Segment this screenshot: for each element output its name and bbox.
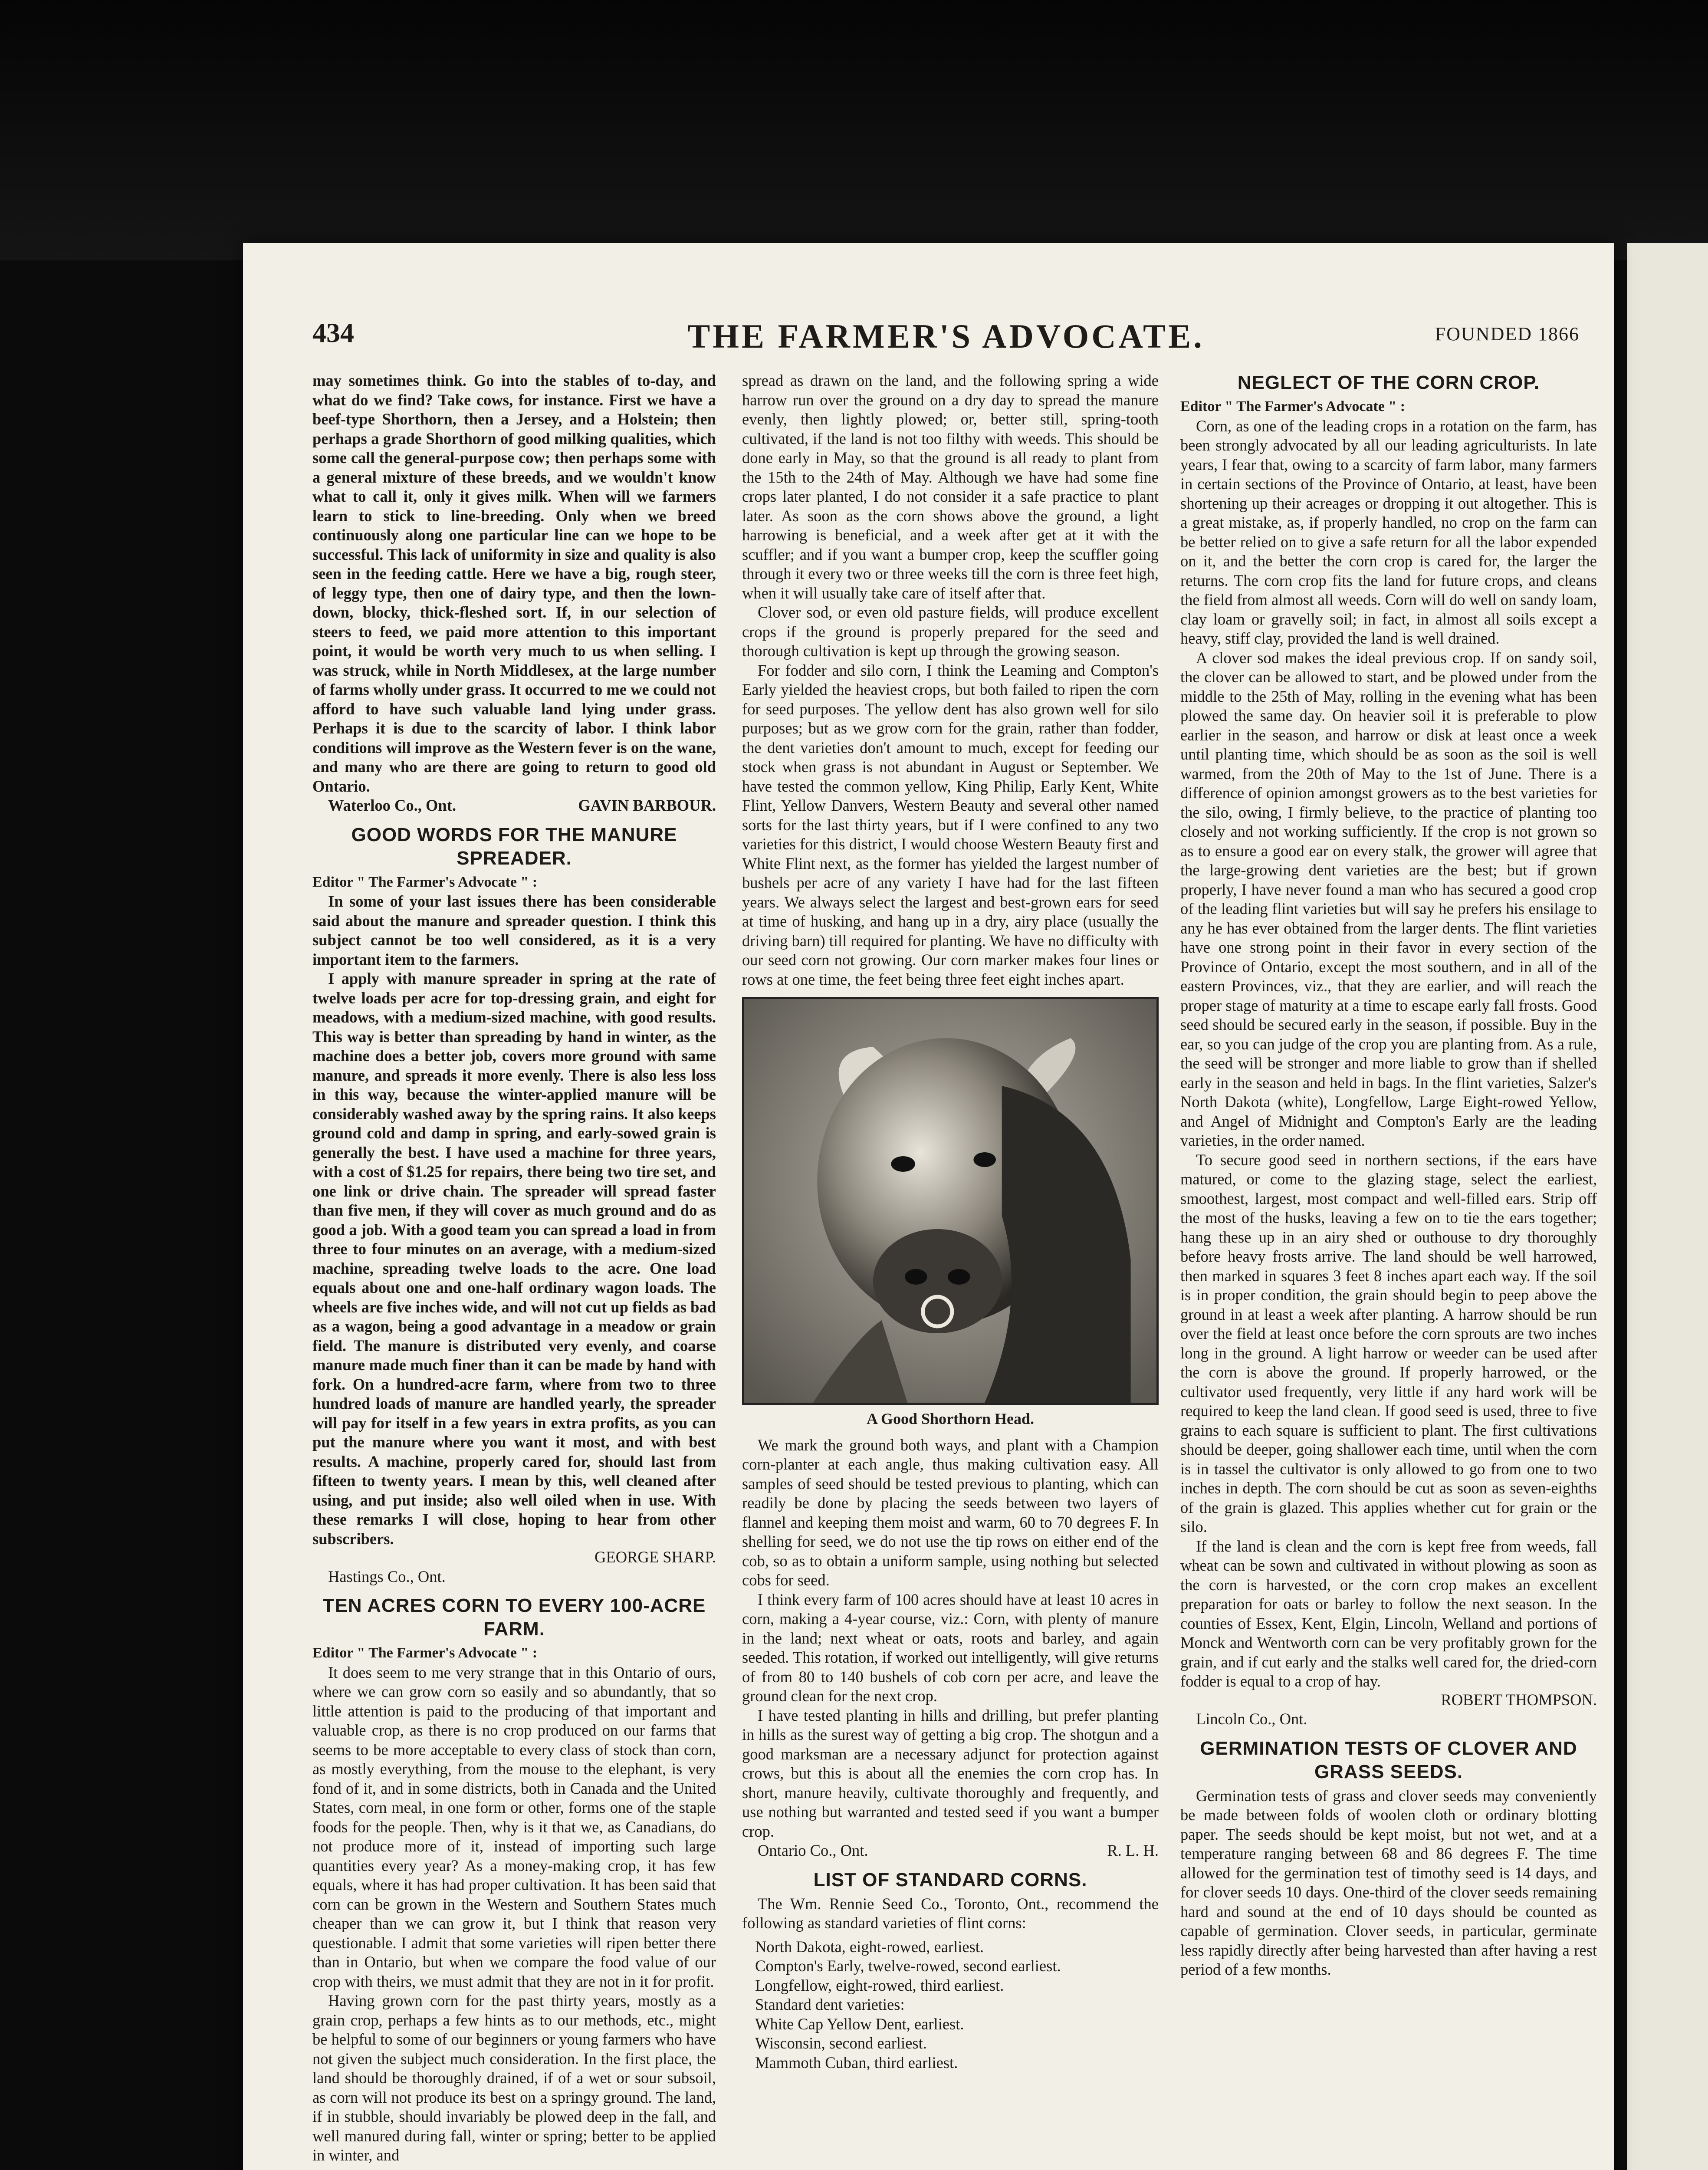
list-item: Wisconsin, second earliest. [755,2034,927,2052]
article-heading-ten-acres: TEN ACRES CORN TO EVERY 100-ACRE FARM. [322,1595,706,1640]
editor-salutation: Editor " The Farmer's Advocate " : [312,1645,538,1661]
article-paragraph: spread as drawn on the land, and the following spring a wide harrow run over the ground on a dry day to spread the manure evenly, then lightly plowed; or, better still, spring-tooth cultivated, if the land is not too filthy with weeds. This should be done early in May, so that the ground is all ready to plant from the 15th to the 24th of May. Although we have had some fine crops later planted, I do not consider it a safe practice to plant later. As soon as the corn shows above the ground, a light harrowing is beneficial, and a week after get at it with the scuffler; and if you want a bumper crop, keep the scuffler going through it every two or three weeks till the corn is three feet high, when it will usually take care of itself after that. [742,372,1159,602]
signature-place: Lincoln Co., Ont. [1196,1710,1307,1728]
article-paragraph: If the land is clean and the corn is kept free from weeds, fall wheat can be sown and cultivated in without plowing as soon as the corn is harvested, or the corn crop makes an excellent preparation for oats or barley to follow the next season. In the counties of Essex, Kent, Elgin, Lincoln, Welland and portions of Monck and Wentworth corn can be very profitably grown for the grain, and if cut early and the stalks well cared for, the dried-corn fodder is equal to a crop of hay. [1180,1537,1597,1690]
article-paragraph: I apply with manure spreader in spring at the rate of twelve loads per acre for top-dressing grain, and eight for meadows, with a medium-sized machine, with good results. This way is better than spreading by hand in winter, as the machine does a better job, covers more ground with same manure, and spreads it more evenly. There is also less loss in this way, because the winter-applied manure will be considerably washed away by the spring rains. It also keeps ground cold and damp in spring, and early-sowed grain is generally the best. I have used a machine for three years, with a cost of $1.25 for repairs, there being two tire set, and one link or drive chain. The spreader will spread faster than five men, if they will cover as much ground and do as good a job. With a good team you can spread a load in from three to four minutes on an average, with a medium-sized machine, spreading twelve loads to the acre. One load equals about one and one-half ordinary wagon loads. The wheels are five inches wide, and will not cut up fields as bad as a wagon, being a good advantage in a meadow or grain field. The manure is distributed very evenly, and coarse manure made much finer than it can be made by hand with fork. On a hundred-acre farm, where from two to three hundred loads of manure are handled yearly, the spreader will pay for itself in a few years in extra profits, as you can put the manure where you want it most, and with best results. A machine, properly cared for, should last from fifteen to twenty years. I mean by this, well cleaned after using, and put inside; also well oiled when in use. With these remarks I will close, hoping to hear from other subscribers. [312,970,716,1548]
article-paragraph: To secure good seed in northern sections, if the ears have matured, or come to the glazing stage, select the earliest, smoothest, largest, most compact and well-filled ears. Strip off the most of the husks, leaving a few on to tie the ears together; hang these up in an airy shed or outhouse to dry thoroughly before heavy frosts arrive. The land should be well harrowed, then marked in squares 3 feet 8 inches apart each way. If the soil is in proper condition, the grain should begin to peep above the ground in at least a week after planting. A harrow should be run over the field at least once before the corn sprouts are two inches long in the ground. A light harrow or weeder can be used after the corn is above the ground. If properly harrowed, or the cultivator used frequently, very little if any hard work will be required to keep the land clean. If good seed is used, three to five grains to each square is sufficient to plant. The first cultivations should be deeper, going shallower each time, until when the corn is in tassel the cultivator is only allowed to go from one to two inches in depth. The corn should be cut as soon as seven-eighths of the grain is glazed. This applies whether cut for grain or the silo. [1180,1151,1597,1535]
signature-name: GAVIN BARBOUR. [578,796,716,814]
corn-variety-list [755,1937,1159,2073]
article-paragraph: A clover sod makes the ideal previous crop. If on sandy soil, the clover can be allowed to start, and be plowed under from the middle to the 25th of May, rolling in the evening what has been plowed the same day. On heavier soil it is preferable to plow earlier in the season, and harrow or disk at least once a week until planting time, which should be as soon as the soil is well warmed, from the 20th of May to the 1st of June. There is a difference of opinion amongst growers as to the best varieties for the silo, owing, I firmly believe, to the practice of planting too closely and not working sufficiently. If the crop is not grown so as to ensure a good ear on every stalk, the grower will agree that the large-growing dent varieties are the best; but if grown properly, I have never found a man who has secured a good crop of the leading flint varieties but will say he prefers his ensilage to any he has ever obtained from the larger dents. The flint varieties have one strong point in their favor in every section of the Province of Ontario, except the most southern, and in all of the eastern Provinces, viz., that they are earlier, and will reach the proper stage of maturity at a time to escape early fall frosts. Good seed should be secured early in the season, if possible. Buy in the ear, so you can judge of the crop you are planting from. As a rule, the seed will be stronger and more liable to grow than if shelled early in the season and held in bags. In the flint varieties, Salzer's North Dakota (white), Longfellow, Large Eight-rowed Yellow, and Angel of Midnight and Compton's Early are the leading varieties, in the order named. [1180,648,1597,1149]
newspaper-page [243,243,1614,2170]
signature-place: Waterloo Co., Ont. [328,796,457,814]
list-item: Longfellow, eight-rowed, third earliest. [755,1976,1004,1994]
bull-head-image [744,999,1156,1403]
page-number: 434 [312,317,354,348]
article-paragraph: The Wm. Rennie Seed Co., Toronto, Ont., recommend the following as standard varieties of flint corns: [742,1894,1159,1932]
article-paragraph: For fodder and silo corn, I think the Leaming and Compton's Early yielded the heaviest crops, but both failed to ripen the corn for seed purposes. The yellow dent has also grown well for silo purposes; but as we grow corn for the grain, rather than fodder, the dent varieties don't amount to much, except for feeding our stock when grass is not abundant in August or September. We have tested the common yellow, King Philip, Early Kent, White Flint, Yellow Danvers, Western Beauty and several other named sorts for the last thirty years, but if I were confined to any two varieties for this district, I would choose Western Beauty first and White Flint next, as the former has yielded the largest number of bushels per acre of any variety I have had for the last fifteen years. We always select the largest and best-grown ears for seed at time of husking, and hang up in a dry, airy place (usually the driving barn) till required for planting. We have no difficulty with our seed corn not growing. Our corn marker makes four lines or rows at one time, the feet being three feet eight inches apart. [742,661,1159,988]
column-1 [312,371,716,2165]
shorthorn-photo [742,997,1159,1405]
signature-name: ROBERT THOMPSON. [1441,1690,1597,1709]
article-paragraph: We mark the ground both ways, and plant with a Champion corn-planter at each angle, thus making cultivation easy. All samples of seed should be tested previous to planting, which can readily be done by placing the seeds between two layers of flannel and keeping them moist and warm, 60 to 70 degrees F. In shelling for seed, we do not use the tip rows on either end of the cob, so as to obtain a uniform sample, using nothing but selected cobs for seed. [742,1436,1159,1589]
article-paragraph: Having grown corn for the past thirty years, mostly as a grain crop, perhaps a few hints as to our methods, etc., might be helpful to some of our beginners or young farmers who have not given the subject much consideration. In the first place, the land should be thoroughly drained, if of a wet or sour subsoil, as corn will not produce its best on a springy ground. The land, if in stubble, should invariably be plowed deep in the fall, and well manured during fall, winter or spring; better to be applied in winter, and [312,1992,716,2164]
signature-place: Ontario Co., Ont. [758,1841,868,1859]
adjacent-page-edge [1627,243,1708,2170]
scan-background-top [0,0,1708,260]
article-paragraph: may sometimes think. Go into the stables of to-day, and what do we find? Take cows, for instance. First we have a beef-type Shorthorn, then a Jersey, and a Holstein; then perhaps a grade Shorthorn of good milking qualities, which some call the general-purpose cow; then perhaps some with a general mixture of these breeds, and we wouldn't know what to call it, only it gives milk. When will we farmers learn to stick to line-breeding. Only when we breed continuously along one particular line can we hope to be successful. This lack of uniformity in size and quality is also seen in the feeding cattle. Here we have a big, rough steer, of leggy type, then one of dairy type, and then the lown-down, blocky, thick-fleshed sort. If, in our selection of steers to feed, we paid more attention to this important point, it would be worth very much to us when selling. I was struck, while in North Middlesex, at the large number of farms wholly under grass. It occurred to me we could not afford to have such valuable land lying under grass. Perhaps it is due to the scarcity of labor. I think labor conditions will improve as the Western fever is on the wane, and many who are there are going to return to good old Ontario. [312,372,716,795]
signature-place: Hastings Co., Ont. [328,1567,446,1585]
list-item: Mammoth Cuban, third earliest. [755,2053,958,2071]
list-item: White Cap Yellow Dent, earliest. [755,2015,964,2033]
article-paragraph: Corn, as one of the leading crops in a rotation on the farm, has been strongly advocated by all our leading agriculturists. In late years, I fear that, owing to a scarcity of farm labor, many farmers in certain sections of the Province of Ontario, at least, have been shortening up their acreages or dropping it out altogether. This is a great mistake, as, if properly handled, no crop on the farm can be better relied on to give a safe return for all the labor expended on it, and the better the corn crop is cared for, the larger the returns. The corn crop fits the land for future crops, and cleans the field from almost all weeds. Corn will do well on sandy loam, clay loam or gravelly soil; in fact, in almost all soils except a heavy, stiff clay, provided the land is well drained. [1180,417,1597,647]
masthead-title: THE FARMER'S ADVOCATE. [687,317,1205,355]
signature-line [742,1841,1159,1861]
article-heading-germination: GERMINATION TESTS OF CLOVER AND GRASS SEEDS. [1200,1737,1577,1782]
article-heading-neglect: NEGLECT OF THE CORN CROP. [1237,372,1540,393]
article-paragraph: Clover sod, or even old pasture fields, will produce excellent crops if the ground is properly prepared for the seed and thorough cultivation is kept up through the growing season. [742,603,1159,660]
list-item: North Dakota, eight-rowed, earliest. [755,1937,984,1956]
signature-line [312,796,716,815]
list-item: Standard dent varieties: [755,1996,905,2013]
article-paragraph: Germination tests of grass and clover seeds may conveniently be made between folds of woolen cloth or ordinary blotting paper. The seeds should be kept moist, but not wet, and at a temperature ranging between 68 and 86 degrees F. The time allowed for the germination test of timothy seed is 14 days, and for clover seeds 10 days. One-third of the clover seeds remaining hard and sound at the end of 10 days should be counted as capable of germination. Clover seeds, in particular, germinate less rapidly directly after being harvested than after having a rest period of a few months. [1180,1786,1597,1978]
article-continued [312,371,716,815]
editor-salutation: Editor " The Farmer's Advocate " : [1180,398,1406,414]
founded-label: FOUNDED 1866 [1435,323,1580,345]
column-2 [742,371,1159,2072]
article-paragraph: I have tested planting in hills and drilling, but prefer planting in hills as the surest way of getting a big crop. The shotgun and a good marksman are a necessary adjunct for protection against crows, but this is about all the enemies the corn crop has. In short, manure heavily, cultivate thoroughly and frequently, and use nothing but warranted and tested seed if you want a bumper crop. [742,1706,1159,1840]
photo-caption: A Good Shorthorn Head. [866,1410,1035,1427]
article-heading-manure-spreader: GOOD WORDS FOR THE MANURE SPREADER. [351,824,677,869]
article-paragraph: I think every farm of 100 acres should have at least 10 acres in corn, making a 4-year course, viz.: Corn, with plenty of manure in the land; next wheat or oats, roots and barley, and again seeded. This rotation, if worked out intelligently, will give returns of from 80 to 140 bushels of cob corn per acre, and leave the ground clean for the next crop. [742,1590,1159,1705]
signature-name: R. L. H. [1107,1841,1159,1859]
signature-name: GEORGE SHARP. [595,1548,716,1566]
article-heading-standard-corns: LIST OF STANDARD CORNS. [813,1869,1087,1891]
editor-salutation: Editor " The Farmer's Advocate " : [312,874,538,890]
article-paragraph: In some of your last issues there has been considerable said about the manure and spreader question. I think this subject cannot be too well considered, as it is a very important item to the farmers. [312,892,716,968]
article-body-manure [312,892,716,1549]
list-item: Compton's Early, twelve-rowed, second earliest. [755,1957,1061,1975]
article-paragraph: It does seem to me very strange that in this Ontario of ours, where we can grow corn so easily and so abundantly, that so little attention is paid to the producing of that important and valuable crop, as there is no crop produced on our farms that seems to be more acceptable to every class of stock than corn, as mostly everything, from the mouse to the elephant, is very fond of it, and in some districts, both in Canada and the United States, corn meal, in one form or other, forms one of the staple foods for the people. Then, why is it that we, as Canadians, do not produce more of it, instead of importing such large quantities every year? As a money-making crop, it has few equals, where it has had proper cultivation. It has been said that corn can be grown in the Western and Southern States much cheaper than we can grow it, but I think that reason very questionable. I admit that some varieties will ripen better there than in Ontario, but when we compare the food value of our crop with theirs, we must admit that they are not in it for profit. [312,1663,716,1990]
column-3 [1180,371,1597,1979]
page-header [312,317,1580,369]
